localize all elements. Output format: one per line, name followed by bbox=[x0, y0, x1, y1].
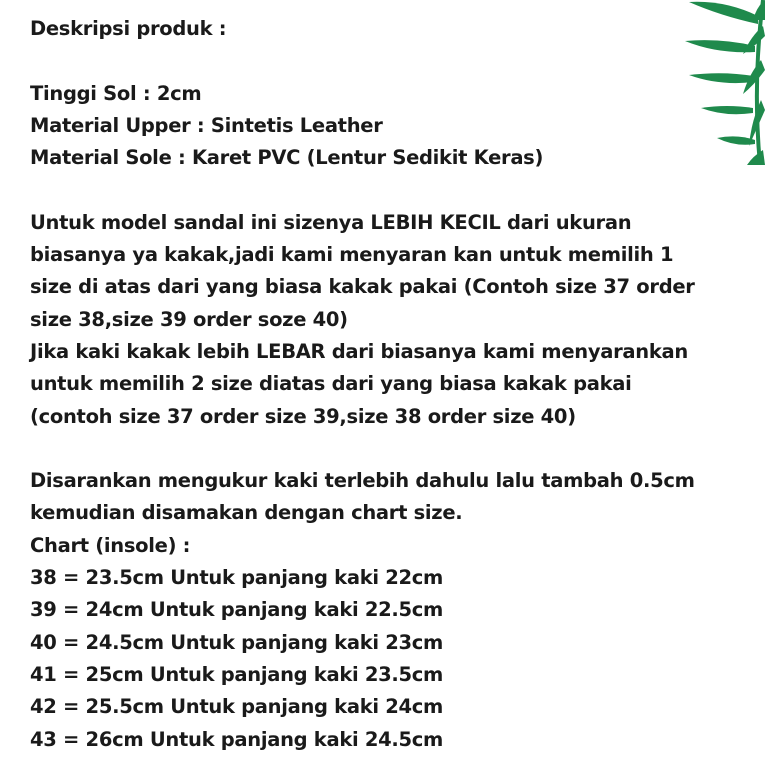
measure-note bbox=[30, 465, 760, 530]
size-note bbox=[30, 207, 760, 433]
spacer bbox=[30, 45, 760, 77]
spec-upper-material: Material Upper : Sintetis Leather bbox=[30, 113, 383, 137]
size-chart-row: 38 = 23.5cm Untuk panjang kaki 22cm bbox=[30, 566, 444, 590]
size-chart-row: 42 = 25.5cm Untuk panjang kaki 24cm bbox=[30, 695, 444, 719]
size-chart-row: 41 = 25cm Untuk panjang kaki 23.5cm bbox=[30, 662, 444, 686]
size-note-line: (contoh size 37 order size 39,size 38 order size 40) bbox=[30, 404, 576, 428]
spec-sole-height: Tinggi Sol : 2cm bbox=[30, 81, 202, 105]
chart-heading: Chart (insole) : bbox=[30, 533, 191, 557]
size-chart-row: 39 = 24cm Untuk panjang kaki 22.5cm bbox=[30, 598, 444, 622]
page-title: Deskripsi produk : bbox=[30, 17, 227, 40]
size-note-line: biasanya ya kakak,jadi kami menyaran kan untuk memilih 1 bbox=[30, 243, 674, 267]
size-chart-row: 40 = 24.5cm Untuk panjang kaki 23cm bbox=[30, 630, 444, 654]
product-description bbox=[30, 13, 760, 756]
size-note-line: untuk memilih 2 size diatas dari yang biasa kakak pakai bbox=[30, 372, 632, 396]
spacer bbox=[30, 433, 760, 465]
size-note-line: size 38,size 39 order soze 40) bbox=[30, 307, 348, 331]
size-note-line: Jika kaki kakak lebih LEBAR dari biasanya kami menyarankan bbox=[30, 339, 688, 363]
size-note-line: size di atas dari yang biasa kakak pakai (Contoh size 37 order bbox=[30, 275, 695, 299]
measure-note-line: kemudian disamakan dengan chart size. bbox=[30, 501, 463, 525]
size-chart-row: 43 = 26cm Untuk panjang kaki 24.5cm bbox=[30, 727, 444, 751]
size-note-line: Untuk model sandal ini sizenya LEBIH KECIL dari ukuran bbox=[30, 210, 632, 234]
size-chart bbox=[30, 562, 760, 756]
spacer bbox=[30, 174, 760, 206]
spec-sole-material: Material Sole : Karet PVC (Lentur Sedikit Keras) bbox=[30, 146, 544, 170]
measure-note-line: Disarankan mengukur kaki terlebih dahulu lalu tambah 0.5cm bbox=[30, 469, 695, 493]
spec-list bbox=[30, 78, 760, 175]
